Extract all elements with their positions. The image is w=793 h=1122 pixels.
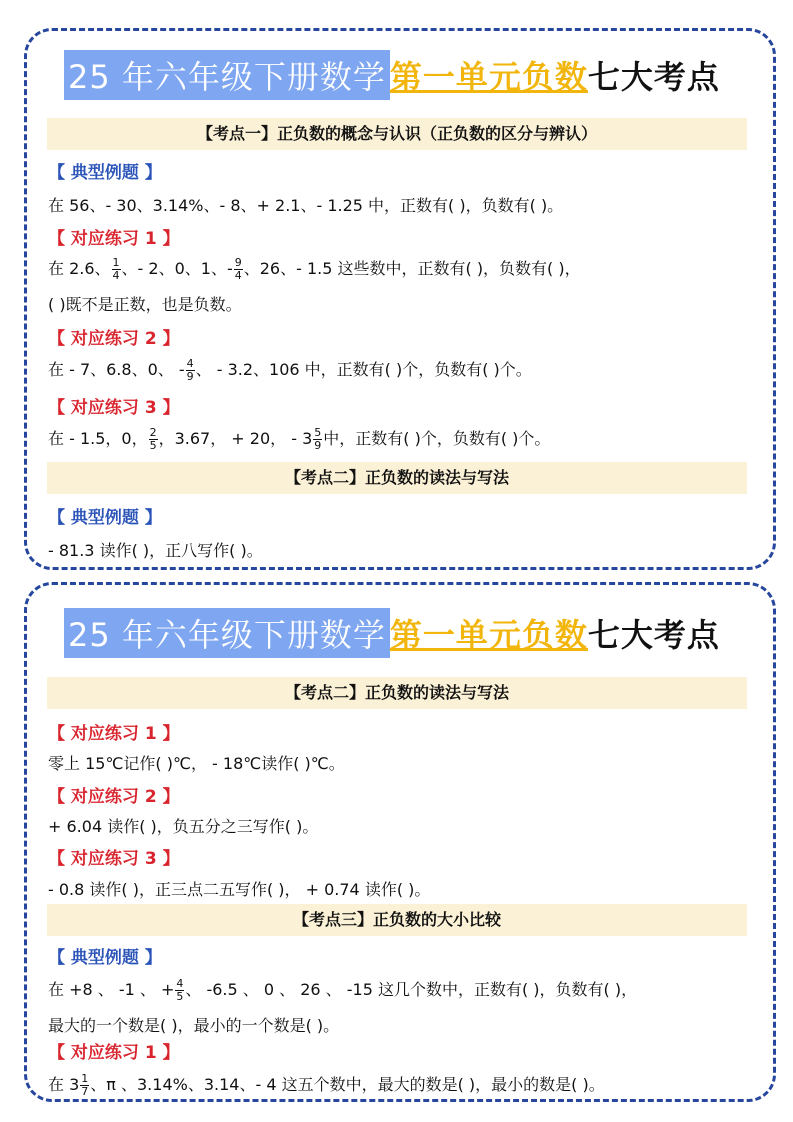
section-header-point2: 【考点二】正负数的读法与写法 [47,462,747,494]
section-header-point2: 【考点二】正负数的读法与写法 [47,677,747,709]
exercise-1-question-line2: ( )既不是正数，也是负数。 [48,295,242,314]
title-part-grade: 25 年六年级下册数学 [64,50,390,100]
fraction-denominator: 9 [314,439,322,452]
section-header-point3: 【考点三】正负数的大小比较 [47,904,747,936]
page-title [64,47,720,103]
fraction-denominator: 9 [186,370,194,383]
exercise-3-tag: 【 对应练习 3 】 [48,849,180,869]
exercise-1-tag: 【 对应练习 1 】 [48,229,180,249]
fraction-numerator: 4 [186,357,194,370]
fraction-numerator: 1 [112,256,120,269]
fraction [80,1073,89,1098]
fraction [175,978,184,1003]
fraction-numerator: 5 [314,426,322,439]
typical-example-question: - 81.3 读作( )，正八写作( )。 [48,541,263,560]
fraction-denominator: 7 [81,1085,89,1098]
text-segment: 在 +8 、 -1 、 + [48,980,175,999]
text-segment: 在 2.6、 [48,259,111,278]
exercise-2-tag: 【 对应练习 2 】 [48,329,180,349]
typical-example-question: 在 56、- 30、3.14%、- 8、+ 2.1、- 1.25 中，正数有( )，负数有( )。 [48,196,564,215]
exercise-2-question: + 6.04 读作( )，负五分之三写作( )。 [48,817,319,836]
exercise-1-question [48,256,581,282]
fraction [313,427,322,452]
exercise-3-question [48,426,550,452]
typical-example-question-line2: 最大的一个数是( )，最小的一个数是( )。 [48,1016,340,1035]
text-segment: 在 3 [48,1075,80,1094]
typical-example-tag: 【 典型例题 】 [48,163,162,183]
typical-example-tag: 【 典型例题 】 [48,508,162,528]
fraction [186,358,195,383]
section-header-point1: 【考点一】正负数的概念与认识（正负数的区分与辨认） [47,118,747,150]
fraction [234,257,243,282]
title-part-grade: 25 年六年级下册数学 [64,608,390,658]
typical-example-question [48,977,637,1003]
fraction-denominator: 4 [112,269,120,282]
text-segment: 、26、- 1.5 这些数中，正数有( )，负数有( )， [243,259,581,278]
text-segment: 、- 2、0、1、- [121,259,233,278]
typical-example-tag: 【 典型例题 】 [48,948,162,968]
exercise-2-question [48,357,532,383]
fraction-numerator: 2 [149,426,157,439]
title-part-unit: 第一单元负数 [389,616,588,654]
exercise-3-tag: 【 对应练习 3 】 [48,398,180,418]
fraction-numerator: 9 [234,256,242,269]
fraction-denominator: 5 [176,990,184,1003]
fraction-numerator: 4 [176,977,184,990]
text-segment: 、π 、3.14%、3.14、- 4 这五个数中，最大的数是( )，最小的数是( )。 [90,1075,605,1094]
title-part-points: 七大考点 [587,58,720,96]
text-segment: 中，正数有( )个，负数有( )个。 [323,429,551,448]
title-part-points: 七大考点 [587,616,720,654]
fraction-numerator: 1 [81,1072,89,1085]
text-segment: 、 - 3.2、106 中，正数有( )个，负数有( )个。 [195,360,532,379]
text-segment: 、 -6.5 、 0 、 26 、 -15 这几个数中，正数有( )，负数有( )， [185,980,638,999]
text-segment: 在 - 1.5，0， [48,429,148,448]
text-segment: ，3.67， + 20， - 3 [158,429,313,448]
exercise-3-question: - 0.8 读作( )，正三点二五写作( )， + 0.74 读作( )。 [48,880,431,899]
exercise-2-tag: 【 对应练习 2 】 [48,787,180,807]
exercise-1-tag: 【 对应练习 1 】 [48,1043,180,1063]
title-part-unit: 第一单元负数 [389,58,588,96]
fraction [149,427,158,452]
fraction-denominator: 5 [149,439,157,452]
exercise-1-question: 零上 15℃记作( )℃， - 18℃读作( )℃。 [48,754,345,773]
fraction-denominator: 4 [234,269,242,282]
text-segment: 在 - 7、6.8、0、 - [48,360,185,379]
page-title [64,605,720,661]
fraction [112,257,121,282]
exercise-1-tag: 【 对应练习 1 】 [48,724,180,744]
exercise-1-question [48,1072,605,1098]
